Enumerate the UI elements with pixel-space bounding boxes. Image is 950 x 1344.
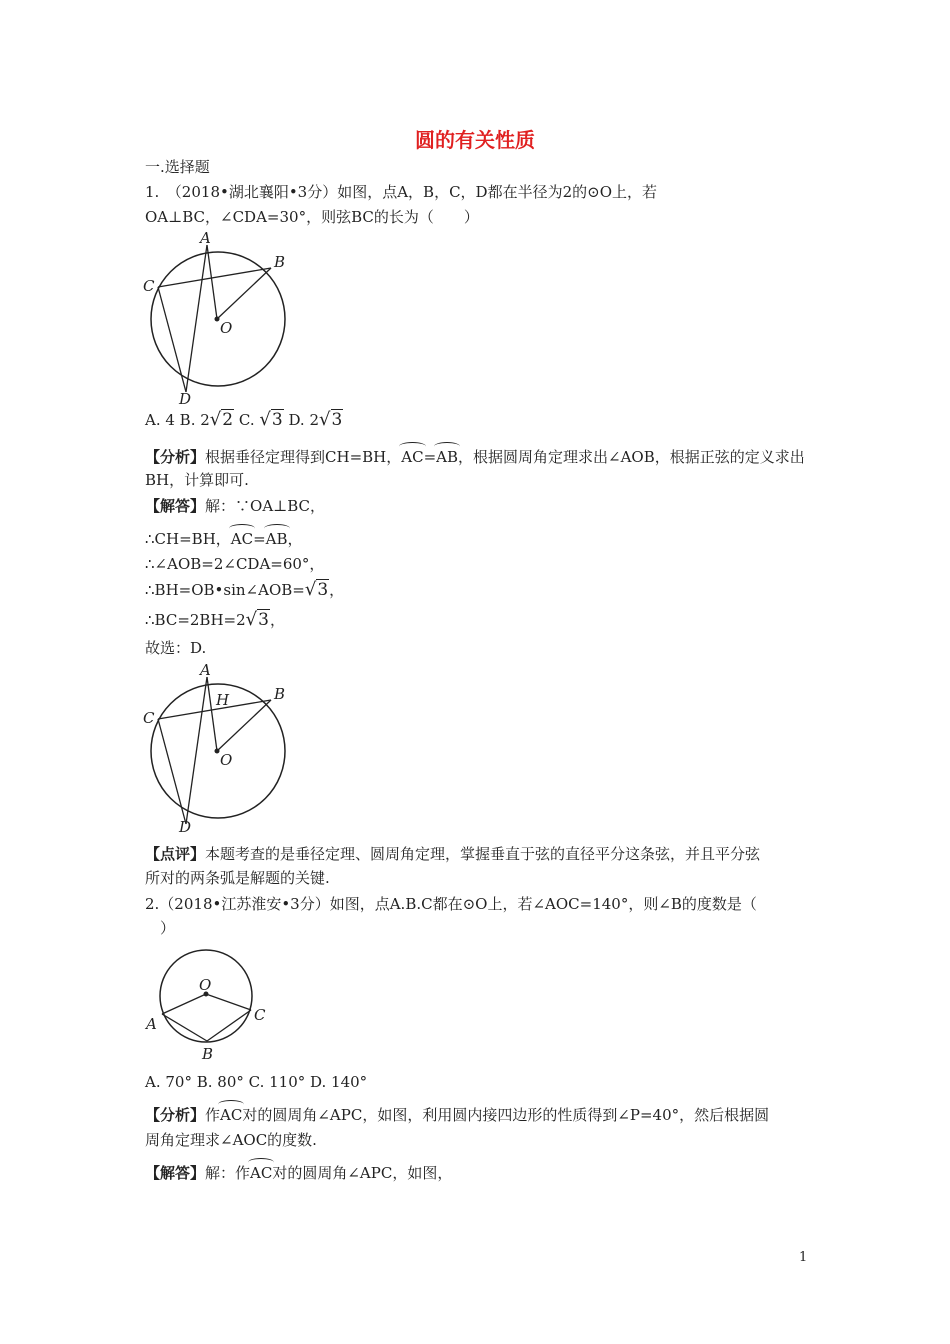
q1-step-1: ∴CH=BH，AC=AB， [145,524,303,549]
section-heading: 一.选择题 [145,158,210,176]
page-title: 圆的有关性质 [415,128,535,152]
q1-review: 【点评】本题考查的是垂径定理、圆周角定理，掌握垂直于弦的直径平分这条弦，并且平分弦 [145,845,761,863]
q1-step-2: ∴∠AOB=2∠CDA=60°， [145,555,325,573]
q1s-label-c: C [143,709,155,727]
q1-answer: 故选：D. [145,639,207,657]
q1-figure [140,228,300,406]
q1-analysis-2: BH，计算即可. [145,471,249,489]
q1-line1: 1. （2018•湖北襄阳•3分）如图，点A，B，C，D都在半径为2的⊙O上，若 [145,183,657,201]
q1-analysis: 【分析】根据垂径定理得到CH=BH，AC=AB，根据圆周角定理求出∠AOB，根据正弦的定义求出 [145,442,805,467]
q1s-label-a: A [200,661,211,679]
q1s-label-o: O [220,751,233,769]
q2-options: A. 70° B. 80° C. 110° D. 140° [145,1073,368,1091]
q2-label-o: O [199,976,212,994]
q1-step-4: ∴BC=2BH=2√ 3， [145,610,285,630]
q1s-label-b: B [274,685,286,703]
q2-analysis: 【分析】作AC对的圆周角∠APC，如图，利用圆内接四边形的性质得到∠P=40°，然后根据圆 [145,1100,769,1125]
q2-line1: 2.（2018•江苏淮安•3分）如图，点A.B.C都在⊙O上，若∠AOC=140°，则∠B的度数是（ [145,895,757,913]
q1-options: A. 4 B. 2√ 2 C. √ 3 D. 2√ 3 [145,410,343,430]
q1-solution: 【解答】解：∵OA⊥BC， [145,497,326,515]
q2-figure [140,940,275,1065]
q1-label-c: C [143,277,155,295]
q2-solution: 【解答】解：作AC对的圆周角∠APC，如图， [145,1158,452,1183]
q1s-label-h: H [216,691,230,709]
q1-line2: OA⊥BC，∠CDA=30°，则弦BC的长为（ ） [145,208,479,226]
q1s-label-d: D [179,818,192,836]
q1-review-2: 所对的两条弧是解题的关键. [145,869,330,887]
page-number: 1 [799,1250,808,1265]
q1-label-a: A [200,229,211,247]
q1-solution-figure [140,660,300,838]
q1-label-b: B [274,253,286,271]
q2-label-b: B [202,1045,214,1063]
q2-label-a: A [146,1015,157,1033]
q1-label-o: O [220,319,233,337]
q2-label-c: C [254,1006,266,1024]
q1-step-3: ∴BH=OB•sin∠AOB=√ 3， [145,580,344,600]
q2-analysis-2: 周角定理求∠AOC的度数. [145,1131,317,1149]
q2-line2: ） [160,919,176,937]
q1-label-d: D [179,390,192,406]
